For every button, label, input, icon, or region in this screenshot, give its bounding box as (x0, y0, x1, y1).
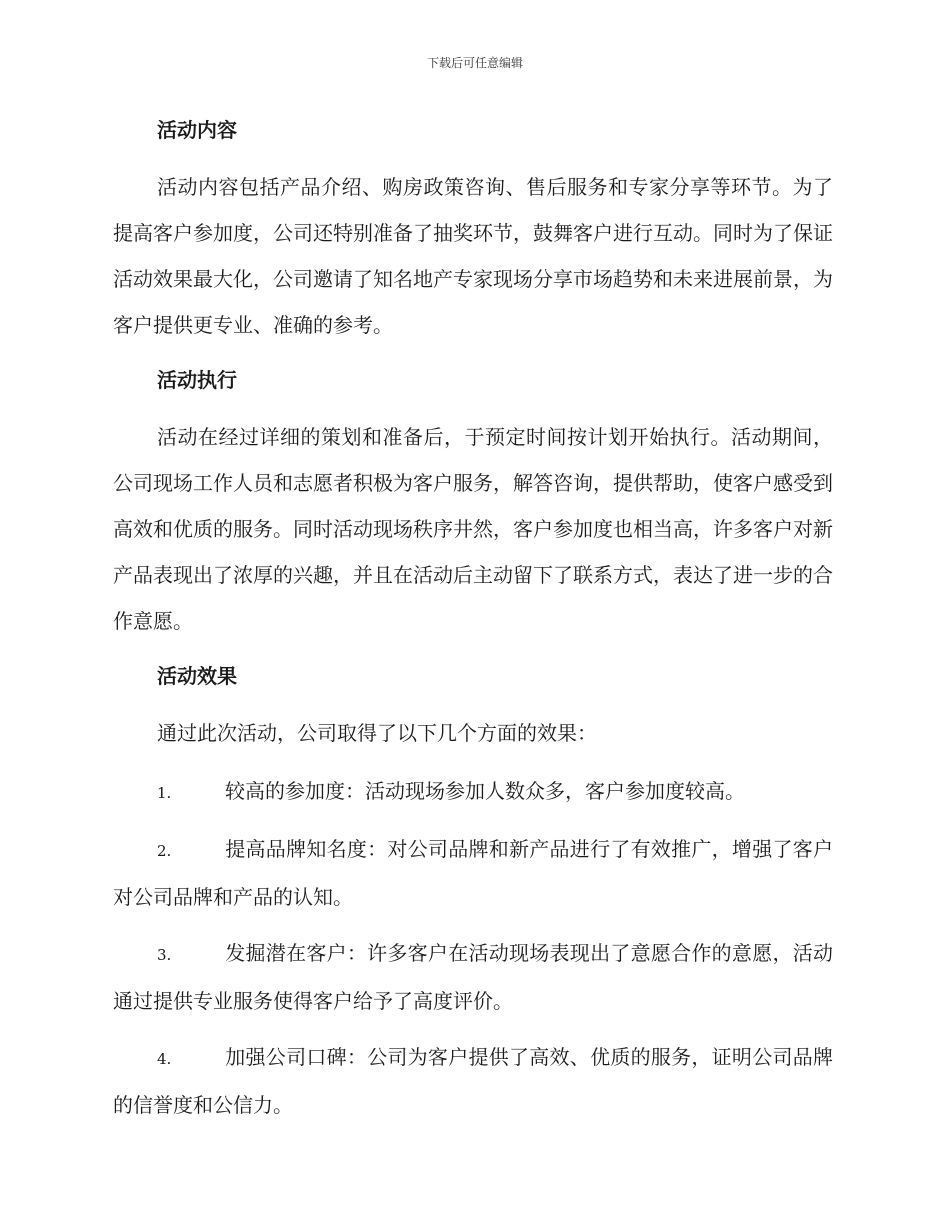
list-item-text: 提高品牌知名度：对公司品牌和新产品进行了有效推广，增强了客户对公司品牌和产品的认知。 (113, 837, 833, 909)
section-heading-activity-content: 活动内容 (157, 118, 237, 142)
list-item-text: 较高的参加度：活动现场参加人数众多，客户参加度较高。 (225, 779, 745, 803)
page-header-note: 下载后可任意编辑 (426, 56, 523, 70)
list-item-number: 3. (157, 946, 172, 964)
list-item (113, 768, 833, 816)
list-item-number: 2. (157, 842, 172, 860)
section-intro-activity-effect: 通过此次活动，公司取得了以下几个方面的效果： (157, 721, 597, 745)
document-body (113, 108, 833, 1138)
section-heading-activity-effect: 活动效果 (157, 664, 237, 688)
list-item-number: 4. (157, 1050, 172, 1068)
section-heading-activity-execution: 活动执行 (157, 368, 237, 392)
section-paragraph-activity-content: 活动内容包括产品介绍、购房政策咨询、售后服务和专家分享等环节。为了提高客户参加度，公司还特别准备了抽奖环节，鼓舞客户进行互动。同时为了保证活动效果最大化，公司邀请了知名地产专家现场分享市场趋势和未来进展前景，为客户提供更专业、准确的参考。 (113, 175, 833, 337)
list-item (113, 1034, 833, 1128)
list-item (113, 826, 833, 920)
list-item-text: 发掘潜在客户：许多客户在活动现场表现出了意愿合作的意愿，活动通过提供专业服务使得客户给予了高度评价。 (113, 941, 833, 1013)
list-item (113, 930, 833, 1024)
list-item-text: 加强公司口碑：公司为客户提供了高效、优质的服务，证明公司品牌的信誉度和公信力。 (113, 1045, 833, 1117)
section-paragraph-activity-execution: 活动在经过详细的策划和准备后，于预定时间按计划开始执行。活动期间，公司现场工作人员和志愿者积极为客户服务，解答咨询，提供帮助，使客户感受到高效和优质的服务。同时活动现场秩序井然，客户参加度也相当高，许多客户对新产品表现出了浓厚的兴趣，并且在活动后主动留下了联系方式，表达了进一步的合作意愿。 (113, 425, 833, 633)
list-item-number: 1. (157, 784, 172, 802)
